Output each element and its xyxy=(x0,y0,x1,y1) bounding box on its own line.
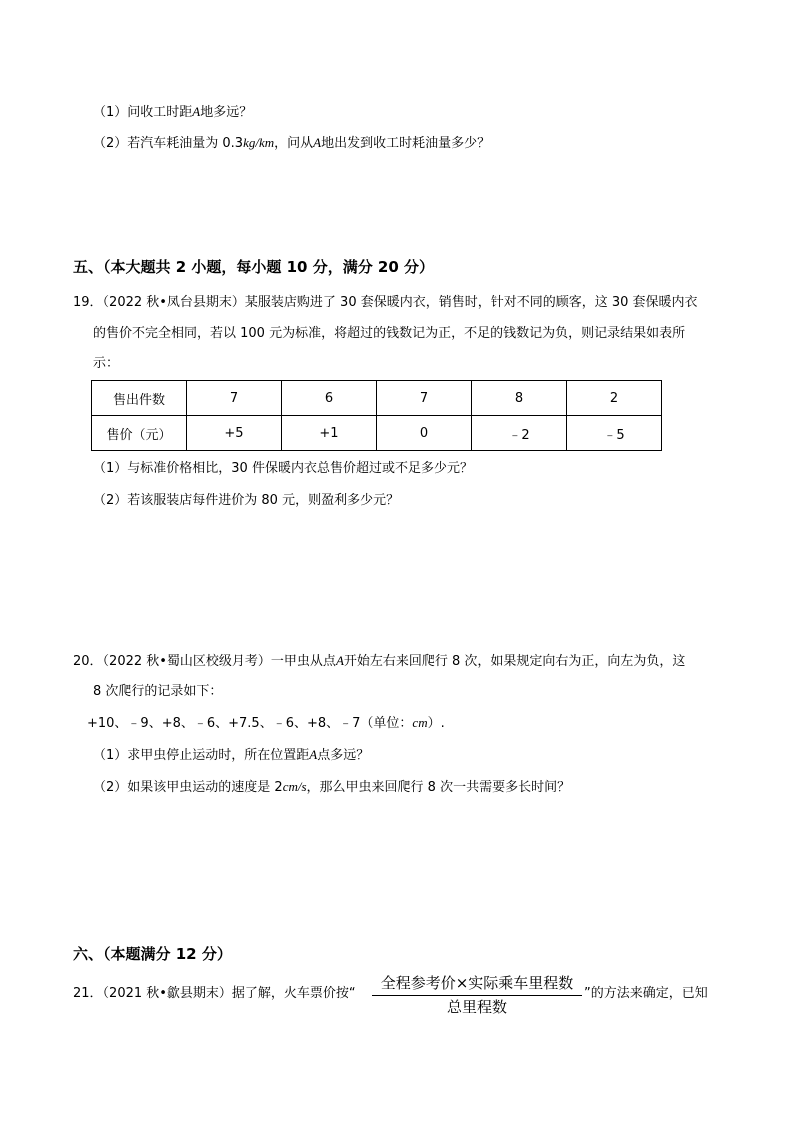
table-cell: +5 xyxy=(187,416,282,451)
text: （1）问收工时距 xyxy=(93,105,193,120)
table-cell: 2 xyxy=(567,381,662,416)
section-5-heading: 五、（本大题共 2 小题，每小题 10 分，满分 20 分） xyxy=(73,258,435,276)
table-cell: 7 xyxy=(187,381,282,416)
table-cell: 6 xyxy=(282,381,377,416)
text: +10、﹣9、+8、﹣6、+7.5、﹣6、+8、﹣7（单位： xyxy=(87,716,413,731)
text: ，问从 xyxy=(274,136,314,151)
q20-part-2 xyxy=(93,778,570,797)
q19-line-1: 19．（2022 秋•凤台县期末）某服装店购进了 30 套保暖内衣，销售时，针对不同的顾客，这 30 套保暖内衣 xyxy=(73,295,698,310)
q20-line-2: 8 次爬行的记录如下： xyxy=(93,684,223,699)
text: 点多远？ xyxy=(317,748,370,763)
text: （2）若汽车耗油量为 0.3 xyxy=(93,136,244,151)
text: ，那么甲虫来回爬行 8 次一共需要多长时间？ xyxy=(306,780,571,795)
text: （1）求甲虫停止运动时，所在位置距 xyxy=(93,748,310,763)
fare-formula-fraction xyxy=(372,973,582,1017)
prev-question-part-2 xyxy=(93,134,490,153)
q20-line-1 xyxy=(73,652,685,671)
table-cell: ﹣5 xyxy=(567,416,662,451)
fraction-denominator: 总里程数 xyxy=(446,998,507,1016)
table-cell: +1 xyxy=(282,416,377,451)
q19-line-3: 示： xyxy=(93,356,120,371)
table-row xyxy=(92,381,662,416)
sales-record-table xyxy=(91,380,662,451)
q19-part-2: （2）若该服装店每件进价为 80 元，则盈利多少元？ xyxy=(93,493,400,508)
q19-part-1: （1）与标准价格相比，30 件保暖内衣总售价超过或不足多少元？ xyxy=(93,461,473,476)
table-row xyxy=(92,416,662,451)
q19-line-2: 的售价不完全相同，若以 100 元为标准，将超过的钱数记为正，不足的钱数记为负，则记录结果如表所 xyxy=(93,326,686,341)
table-cell: 8 xyxy=(472,381,567,416)
unit: kg/km xyxy=(243,135,275,150)
table-cell: 售价（元） xyxy=(92,416,187,451)
q21-line-1-suffix: ”的方法来确定，已知 xyxy=(584,986,708,1001)
variable-a: A xyxy=(309,747,318,762)
text: 20．（2022 秋•蜀山区校级月考）一甲虫从点 xyxy=(73,654,336,669)
text: 地出发到收工时耗油量多少？ xyxy=(321,136,491,151)
table-cell: 7 xyxy=(377,381,472,416)
text: （2）如果该甲虫运动的速度是 2 xyxy=(93,780,283,795)
unit: cm xyxy=(412,715,428,730)
q20-record xyxy=(87,714,445,733)
table-cell: ﹣2 xyxy=(472,416,567,451)
q21-line-1-prefix: 21．（2021 秋•歙县期末）据了解，火车票价按“ xyxy=(73,986,356,1001)
unit: cm/s xyxy=(282,779,307,794)
fraction-numerator: 全程参考价×实际乘车里程数 xyxy=(372,973,582,996)
text: 开始左右来回爬行 8 次，如果规定向右为正，向左为负，这 xyxy=(343,654,686,669)
table-cell: 0 xyxy=(377,416,472,451)
table-cell: 售出件数 xyxy=(92,381,187,416)
section-6-heading: 六、（本题满分 12 分） xyxy=(73,945,232,963)
q20-part-1 xyxy=(93,746,369,765)
variable-a: A xyxy=(192,104,201,119)
text: ）. xyxy=(427,716,445,731)
variable-a: A xyxy=(335,653,344,668)
variable-a: A xyxy=(313,135,322,150)
prev-question-part-1 xyxy=(93,103,252,122)
text: 地多远？ xyxy=(200,105,253,120)
